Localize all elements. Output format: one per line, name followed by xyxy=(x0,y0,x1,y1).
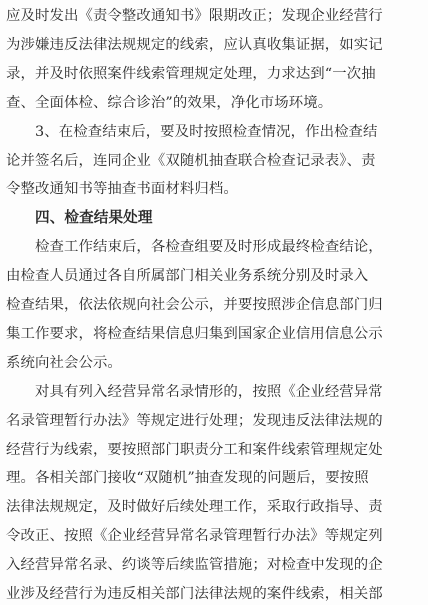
text-line: 名录管理暂行办法》等规定进行处理；发现违反法律法规的 xyxy=(6,413,383,429)
section-heading: 四、检查结果处理 xyxy=(35,209,153,226)
text-line: 为涉嫌违反法律法规规定的线索，应认真收集证据，如实记 xyxy=(6,37,383,53)
text-line: 论并签名后，连同企业《双随机抽查联合检查记录表》、责 xyxy=(6,153,376,169)
text-line: 集工作要求，将检查结果信息归集到国家企业信用信息公示 xyxy=(6,326,383,342)
text-line: 系统向社会公示。 xyxy=(6,355,122,371)
text-line: 令整改通知书等抽查书面材料归档。 xyxy=(6,181,238,197)
text-line: 查、全面体检、综合诊治”的效果，净化市场环境。 xyxy=(6,95,333,111)
text-line: 法律法规规定，及时做好后续处理工作，采取行政指导、责 xyxy=(6,499,383,515)
text-line: 由检查人员通过各自所属部门相关业务系统分别及时录入 xyxy=(6,268,369,284)
text-line: 理。各相关部门接收“双随机”抽查发现的问题后，要按照 xyxy=(6,470,369,486)
text-line: 应及时发出《责令整改通知书》限期改正；发现企业经营行 xyxy=(6,8,383,24)
text-line: 录，并及时依照案件线索管理规定处理，力求达到“一次抽 xyxy=(6,66,376,82)
text-line: 业涉及经营行为违反相关部门法律法规的案件线索，相关部 xyxy=(6,586,383,602)
text-line: 对具有列入经营异常名录情形的，按照《企业经营异常 xyxy=(35,384,383,400)
text-line: 3、在检查结束后，要及时按照检查情况，作出检查结 xyxy=(35,124,378,140)
text-line: 检查工作结束后，各检查组要及时形成最终检查结论， xyxy=(35,239,383,255)
text-line: 令改正、按照《企业经营异常名录管理暂行办法》等规定列 xyxy=(6,528,383,544)
text-line: 经营行为线索，要按照部门职责分工和案件线索管理规定处 xyxy=(6,442,383,458)
text-line: 入经营异常名录、约谈等后续监管措施；对检查中发现的企 xyxy=(6,557,383,573)
text-line: 检查结果，依法依规向社会公示，并要按照涉企信息部门归 xyxy=(6,297,383,313)
